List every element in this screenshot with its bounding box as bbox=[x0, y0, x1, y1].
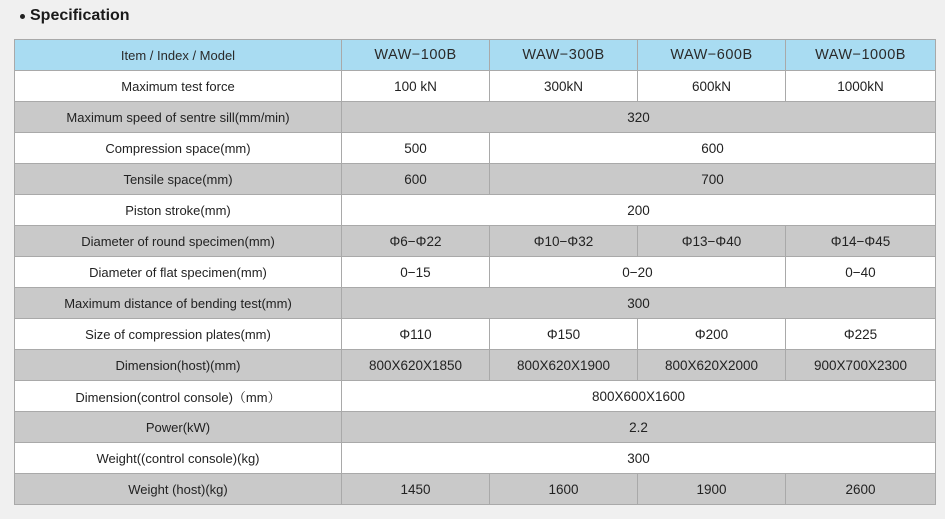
row-label: Maximum speed of sentre sill(mm/min) bbox=[15, 102, 342, 133]
table-row bbox=[15, 288, 936, 319]
row-value-cell: 600 bbox=[342, 164, 490, 195]
row-value-cell: 100 kN bbox=[342, 71, 490, 102]
row-value-cell: 800X620X1850 bbox=[342, 350, 490, 381]
row-value-cell: 1450 bbox=[342, 474, 490, 505]
table-row bbox=[15, 102, 936, 133]
bullet-icon bbox=[20, 14, 25, 19]
header-model-1: WAW−100B bbox=[342, 40, 490, 71]
row-value-cell: Φ13−Φ40 bbox=[638, 226, 786, 257]
row-value-cell: 800X620X1900 bbox=[490, 350, 638, 381]
row-value-cell: 0−40 bbox=[786, 257, 936, 288]
table-row bbox=[15, 226, 936, 257]
row-value-cell: Φ14−Φ45 bbox=[786, 226, 936, 257]
row-value-cell: 0−20 bbox=[490, 257, 786, 288]
row-label: Size of compression plates(mm) bbox=[15, 319, 342, 350]
row-value-cell: Φ10−Φ32 bbox=[490, 226, 638, 257]
table-row bbox=[15, 319, 936, 350]
row-value-cell: 800X620X2000 bbox=[638, 350, 786, 381]
table-row bbox=[15, 412, 936, 443]
row-label: Weight (host)(kg) bbox=[15, 474, 342, 505]
row-value-cell: 320 bbox=[342, 102, 936, 133]
table-header-row bbox=[15, 40, 936, 71]
row-label: Maximum distance of bending test(mm) bbox=[15, 288, 342, 319]
row-value-cell: 900X700X2300 bbox=[786, 350, 936, 381]
row-value-cell: 300 bbox=[342, 288, 936, 319]
row-value-cell: 300 bbox=[342, 443, 936, 474]
row-value-cell: 600kN bbox=[638, 71, 786, 102]
row-value-cell: 600 bbox=[490, 133, 936, 164]
table-row bbox=[15, 195, 936, 226]
row-label: Weight((control console)(kg) bbox=[15, 443, 342, 474]
table-row bbox=[15, 443, 936, 474]
row-value-cell: 0−15 bbox=[342, 257, 490, 288]
specification-table bbox=[14, 39, 936, 505]
row-label: Dimension(control console)（mm） bbox=[15, 381, 342, 412]
row-value-cell: 300kN bbox=[490, 71, 638, 102]
row-label: Tensile space(mm) bbox=[15, 164, 342, 195]
row-label: Maximum test force bbox=[15, 71, 342, 102]
header-model-3: WAW−600B bbox=[638, 40, 786, 71]
section-title: Specification bbox=[30, 7, 130, 24]
row-value-cell: 200 bbox=[342, 195, 936, 226]
row-label: Compression space(mm) bbox=[15, 133, 342, 164]
row-value-cell: Φ225 bbox=[786, 319, 936, 350]
row-value-cell: 2.2 bbox=[342, 412, 936, 443]
row-value-cell: 800X600X1600 bbox=[342, 381, 936, 412]
row-label: Piston stroke(mm) bbox=[15, 195, 342, 226]
table-row bbox=[15, 257, 936, 288]
row-label: Power(kW) bbox=[15, 412, 342, 443]
row-value-cell: 1000kN bbox=[786, 71, 936, 102]
table-row bbox=[15, 474, 936, 505]
table-row bbox=[15, 164, 936, 195]
table-row bbox=[15, 133, 936, 164]
row-label: Diameter of flat specimen(mm) bbox=[15, 257, 342, 288]
header-item-label: Item / Index / Model bbox=[15, 40, 342, 71]
specification-table-body bbox=[15, 40, 936, 505]
table-row bbox=[15, 350, 936, 381]
row-value-cell: 500 bbox=[342, 133, 490, 164]
row-value-cell: 2600 bbox=[786, 474, 936, 505]
section-heading bbox=[20, 5, 130, 27]
table-row bbox=[15, 71, 936, 102]
row-value-cell: Φ110 bbox=[342, 319, 490, 350]
row-value-cell: 1900 bbox=[638, 474, 786, 505]
header-model-2: WAW−300B bbox=[490, 40, 638, 71]
row-value-cell: Φ6−Φ22 bbox=[342, 226, 490, 257]
header-model-4: WAW−1000B bbox=[786, 40, 936, 71]
row-value-cell: Φ200 bbox=[638, 319, 786, 350]
row-value-cell: 700 bbox=[490, 164, 936, 195]
row-label: Dimension(host)(mm) bbox=[15, 350, 342, 381]
row-value-cell: Φ150 bbox=[490, 319, 638, 350]
table-row bbox=[15, 381, 936, 412]
row-value-cell: 1600 bbox=[490, 474, 638, 505]
row-label: Diameter of round specimen(mm) bbox=[15, 226, 342, 257]
